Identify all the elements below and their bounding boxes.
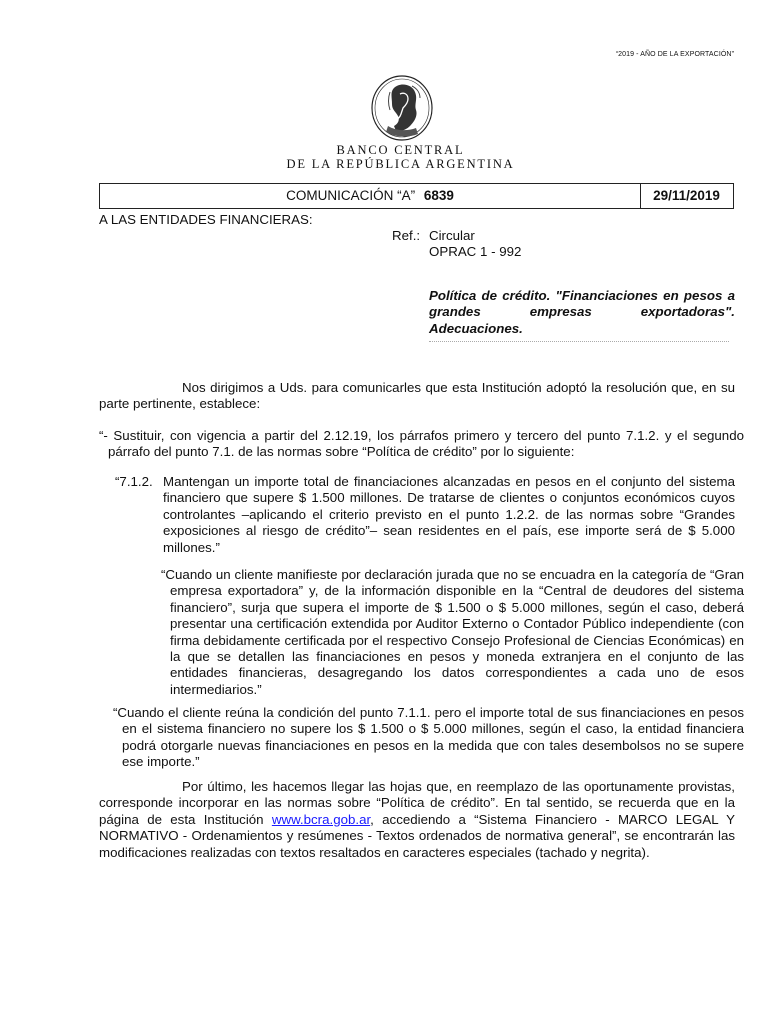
point-71-paragraph: “Cuando el cliente reúna la condición del punto 7.1.1. pero el importe total de sus financiaciones en pesos en el sistema financiero no supere los $ 1.500 o $ 5.000 millones, según el caso, la entidad financiera podrá otorgarle nuevas financiaciones en pesos en la medida que con tales desembolsos no se supere ese importe.”: [113, 705, 744, 770]
year-motto: “2019 - AÑO DE LA EXPORTACIÓN”: [615, 51, 734, 58]
reference-block: [392, 228, 522, 259]
communication-id: [100, 184, 641, 208]
closing-text-after: , accediendo a “Sistema Financiero - MARCO LEGAL Y NORMATIVO - Ordenamientos y resúmenes - Textos ordenados de normativa general”, se encontrarán las modificaciones realizadas con textos resaltados en caracteres especiales (tachado y negrita).: [99, 811, 736, 860]
effigy-medallion-icon: [370, 74, 434, 142]
bank-name-line2: DE LA REPÚBLICA ARGENTINA: [286, 157, 515, 171]
communication-date: 29/11/2019: [653, 188, 720, 203]
addressee: A LAS ENTIDADES FINANCIERAS:: [99, 212, 313, 227]
communication-header: [99, 183, 734, 209]
bcra-website-link[interactable]: www.bcra.gob.ar: [271, 811, 371, 827]
bank-name: [0, 143, 770, 172]
closing-text-before: Por último, les hacemos llegar las hojas que, en reemplazo de las oportunamente provistas, corresponde incorporar en las normas sobre “Política de crédito”. En tal sentido, se recuerda que en la página de esta Institución: [99, 779, 735, 827]
communication-number: 6839: [423, 188, 454, 203]
closing-paragraph: [99, 779, 735, 861]
subject-divider: [429, 341, 729, 342]
reference-line1: Circular: [429, 228, 475, 243]
intro-paragraph: Nos dirigimos a Uds. para comunicarles que esta Institución adoptó la resolución que, en su parte pertinente, establece:: [99, 380, 735, 412]
subject: Política de crédito. "Financiaciones en pesos a grandes empresas exportadoras". Adecuaciones.: [429, 288, 735, 336]
point-712-second-paragraph: “Cuando un cliente manifieste por declaración jurada que no se encuadra en la categoría de “Gran empresa exportadora” y, de la información disponible en la “Central de deudores del sistema financiero”, surja que supera el importe de $ 1.500 o $ 5.000 millones, según el caso, deberá presentar una certificación extendida por Auditor Externo o Contador Público independiente (con firma debidamente certificada por el respectivo Consejo Profesional de Ciencias Económicas) en la que se detallen las financiaciones en pesos y moneda extranjera en el conjunto de las entidades financieras, desagregando los datos correspondientes a cada uno de esos intermediarios.”: [161, 567, 744, 697]
replace-paragraph: “- Sustituir, con vigencia a partir del 2.12.19, los párrafos primero y tercero del punto 7.1.2. y el segundo párrafo del punto 7.1. de las normas sobre “Política de crédito” por lo siguiente:: [99, 428, 744, 460]
point-712-text: Mantengan un importe total de financiaciones alcanzadas en pesos en el conjunto del sistema financiero que supere $ 1.500 millones. De tratarse de clientes o conjuntos económicos cuyos controlantes –aplicando el criterio previsto en el punto 1.2.2. de las normas sobre “Grandes exposiciones al riesgo de crédito”– sean residentes en el país, ese importe será de $ 5.000 millones.”: [163, 474, 735, 555]
reference-line2: OPRAC 1 - 992: [429, 244, 522, 259]
point-712-number: “7.1.2.: [115, 474, 153, 489]
bank-name-line1: BANCO CENTRAL: [336, 143, 465, 157]
communication-label: COMUNICACIÓN “A”: [286, 188, 416, 203]
reference-label: Ref.:: [392, 228, 421, 243]
